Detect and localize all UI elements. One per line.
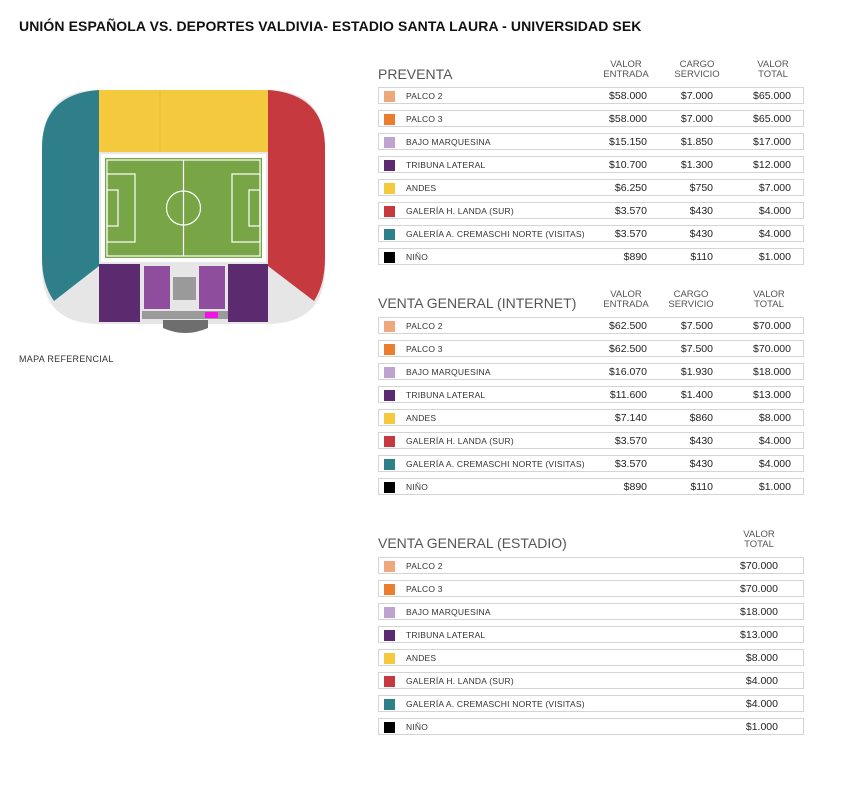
header-valor-total: VALOR TOTAL xyxy=(757,59,789,80)
row-name: GALERÍA H. LANDA (SUR) xyxy=(406,206,514,216)
color-swatch xyxy=(384,344,395,355)
table-row xyxy=(378,110,804,127)
valor-total: $70.000 xyxy=(753,343,791,355)
cargo-servicio: $860 xyxy=(689,412,713,424)
valor-total: $65.000 xyxy=(753,90,791,102)
row-name: PALCO 3 xyxy=(406,114,443,124)
color-swatch xyxy=(384,413,395,424)
section-galeria-cremaschi[interactable] xyxy=(42,90,99,301)
table-row xyxy=(378,580,804,597)
section-galeria-landa[interactable] xyxy=(268,90,325,301)
table-row xyxy=(378,649,804,666)
color-swatch xyxy=(384,630,395,641)
color-swatch xyxy=(384,436,395,447)
valor-total: $4.000 xyxy=(758,458,791,470)
table-row xyxy=(378,202,804,219)
valor-total: $13.000 xyxy=(753,389,791,401)
table-row xyxy=(378,695,804,712)
table-row xyxy=(378,603,804,620)
row-name: GALERÍA A. CREMASCHI NORTE (VISITAS) xyxy=(406,459,585,469)
header-cargo-servicio: CARGO SERVICIO xyxy=(674,59,720,80)
cargo-servicio: $7.000 xyxy=(680,90,713,102)
section-title: PREVENTA xyxy=(378,66,453,82)
valor-entrada: $62.500 xyxy=(609,343,647,355)
valor-total: $8.000 xyxy=(758,412,791,424)
table-row xyxy=(378,363,804,380)
row-name: NIÑO xyxy=(406,252,429,262)
valor-entrada: $15.150 xyxy=(609,136,647,148)
valor-entrada: $6.250 xyxy=(614,182,647,194)
row-name: TRIBUNA LATERAL xyxy=(406,390,486,400)
header-cargo-servicio: CARGO SERVICIO xyxy=(668,289,714,310)
color-swatch xyxy=(384,653,395,664)
color-swatch xyxy=(384,229,395,240)
valor-total: $7.000 xyxy=(758,182,791,194)
section-bajo-marquesina-right[interactable] xyxy=(199,266,225,309)
row-name: PALCO 2 xyxy=(406,321,443,331)
cargo-servicio: $1.300 xyxy=(680,159,713,171)
cargo-servicio: $430 xyxy=(689,228,713,240)
section-palco-center xyxy=(173,277,196,300)
valor-entrada: $3.570 xyxy=(614,205,647,217)
valor-total: $1.000 xyxy=(758,251,791,263)
valor-total: $1.000 xyxy=(758,481,791,493)
table-row xyxy=(378,557,804,574)
header-valor-total: VALOR TOTAL xyxy=(743,529,775,550)
row-name: ANDES xyxy=(406,653,437,663)
row-name: GALERÍA H. LANDA (SUR) xyxy=(406,436,514,446)
cargo-servicio: $7.000 xyxy=(680,113,713,125)
row-name: BAJO MARQUESINA xyxy=(406,137,491,147)
color-swatch xyxy=(384,183,395,194)
valor-total: $4.000 xyxy=(758,435,791,447)
row-name: PALCO 3 xyxy=(406,344,443,354)
valor-total: $8.000 xyxy=(745,652,778,664)
valor-total: $13.000 xyxy=(740,629,778,641)
row-name: PALCO 2 xyxy=(406,91,443,101)
row-name: NIÑO xyxy=(406,722,429,732)
table-row xyxy=(378,133,804,150)
valor-entrada: $890 xyxy=(623,481,647,493)
section-palco-pink xyxy=(205,312,218,318)
color-swatch xyxy=(384,607,395,618)
valor-entrada: $11.600 xyxy=(609,389,647,401)
section-bajo-marquesina-left[interactable] xyxy=(144,266,170,309)
color-swatch xyxy=(384,722,395,733)
valor-entrada: $58.000 xyxy=(609,113,647,125)
cargo-servicio: $430 xyxy=(689,205,713,217)
header-valor-total: VALOR TOTAL xyxy=(753,289,785,310)
cargo-servicio: $430 xyxy=(689,435,713,447)
valor-total: $70.000 xyxy=(753,320,791,332)
table-row xyxy=(378,156,804,173)
table-row xyxy=(378,317,804,334)
row-name: GALERÍA H. LANDA (SUR) xyxy=(406,676,514,686)
row-name: GALERÍA A. CREMASCHI NORTE (VISITAS) xyxy=(406,229,585,239)
section-title: VENTA GENERAL (ESTADIO) xyxy=(378,535,567,551)
section-andes[interactable] xyxy=(99,90,268,152)
price-table xyxy=(378,557,804,741)
row-name: TRIBUNA LATERAL xyxy=(406,160,486,170)
cargo-servicio: $750 xyxy=(689,182,713,194)
valor-total: $4.000 xyxy=(745,698,778,710)
valor-total: $1.000 xyxy=(745,721,778,733)
valor-entrada: $890 xyxy=(623,251,647,263)
valor-total: $70.000 xyxy=(740,583,778,595)
price-table xyxy=(378,317,804,501)
table-row xyxy=(378,672,804,689)
row-name: NIÑO xyxy=(406,482,429,492)
valor-total: $4.000 xyxy=(745,675,778,687)
row-name: PALCO 2 xyxy=(406,561,443,571)
table-row xyxy=(378,340,804,357)
color-swatch xyxy=(384,676,395,687)
color-swatch xyxy=(384,114,395,125)
color-swatch xyxy=(384,367,395,378)
page-title: UNIÓN ESPAÑOLA VS. DEPORTES VALDIVIA- ESTADIO SANTA LAURA - UNIVERSIDAD SEK xyxy=(19,18,642,34)
table-row xyxy=(378,225,804,242)
stadium-map-graphic xyxy=(38,88,328,338)
cargo-servicio: $430 xyxy=(689,458,713,470)
valor-total: $12.000 xyxy=(753,159,791,171)
row-name: ANDES xyxy=(406,183,437,193)
cargo-servicio: $7.500 xyxy=(680,320,713,332)
row-name: ANDES xyxy=(406,413,437,423)
header-valor-entrada: VALOR ENTRADA xyxy=(603,59,649,80)
color-swatch xyxy=(384,459,395,470)
section-tribuna-lateral-right[interactable] xyxy=(228,264,268,322)
color-swatch xyxy=(384,321,395,332)
cargo-servicio: $7.500 xyxy=(680,343,713,355)
press-box xyxy=(163,320,208,333)
row-name: BAJO MARQUESINA xyxy=(406,367,491,377)
color-swatch xyxy=(384,91,395,102)
valor-total: $4.000 xyxy=(758,205,791,217)
valor-entrada: $62.500 xyxy=(609,320,647,332)
stadium-map xyxy=(38,88,328,338)
table-row xyxy=(378,626,804,643)
table-row xyxy=(378,248,804,265)
row-name: TRIBUNA LATERAL xyxy=(406,630,486,640)
table-row xyxy=(378,718,804,735)
cargo-servicio: $110 xyxy=(690,251,713,263)
row-name: GALERÍA A. CREMASCHI NORTE (VISITAS) xyxy=(406,699,585,709)
cargo-servicio: $1.930 xyxy=(680,366,713,378)
color-swatch xyxy=(384,160,395,171)
table-row xyxy=(378,87,804,104)
color-swatch xyxy=(384,137,395,148)
color-swatch xyxy=(384,252,395,263)
valor-total: $4.000 xyxy=(758,228,791,240)
valor-entrada: $3.570 xyxy=(614,458,647,470)
color-swatch xyxy=(384,699,395,710)
valor-total: $70.000 xyxy=(740,560,778,572)
valor-entrada: $3.570 xyxy=(614,228,647,240)
color-swatch xyxy=(384,561,395,572)
valor-entrada: $7.140 xyxy=(614,412,647,424)
color-swatch xyxy=(384,390,395,401)
color-swatch xyxy=(384,206,395,217)
color-swatch xyxy=(384,482,395,493)
valor-total: $65.000 xyxy=(753,113,791,125)
valor-total: $18.000 xyxy=(753,366,791,378)
valor-total: $18.000 xyxy=(740,606,778,618)
table-row xyxy=(378,478,804,495)
map-caption: MAPA REFERENCIAL xyxy=(19,354,114,364)
valor-total: $17.000 xyxy=(753,136,791,148)
cargo-servicio: $1.850 xyxy=(680,136,713,148)
cargo-servicio: $1.400 xyxy=(680,389,713,401)
row-name: PALCO 3 xyxy=(406,584,443,594)
color-swatch xyxy=(384,584,395,595)
row-name: BAJO MARQUESINA xyxy=(406,607,491,617)
table-row xyxy=(378,179,804,196)
section-title: VENTA GENERAL (INTERNET) xyxy=(378,295,577,311)
cargo-servicio: $110 xyxy=(690,481,713,493)
table-row xyxy=(378,432,804,449)
valor-entrada: $3.570 xyxy=(614,435,647,447)
table-row xyxy=(378,455,804,472)
valor-entrada: $16.070 xyxy=(609,366,647,378)
table-row xyxy=(378,386,804,403)
header-valor-entrada: VALOR ENTRADA xyxy=(603,289,649,310)
section-tribuna-lateral-left[interactable] xyxy=(99,264,140,322)
table-row xyxy=(378,409,804,426)
price-table xyxy=(378,87,804,271)
valor-entrada: $58.000 xyxy=(609,90,647,102)
valor-entrada: $10.700 xyxy=(609,159,647,171)
